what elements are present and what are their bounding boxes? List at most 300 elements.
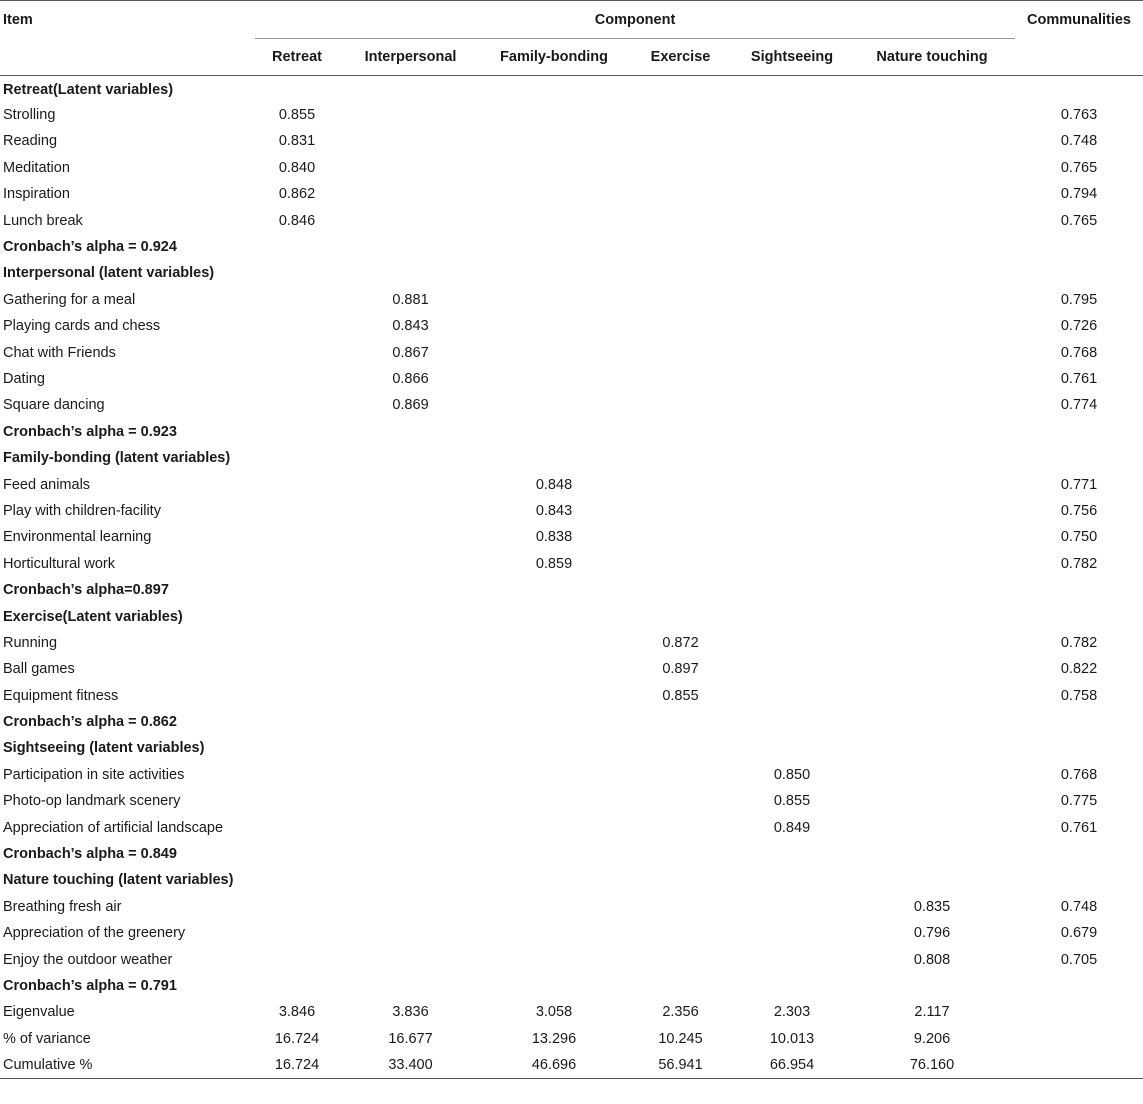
row-label: Appreciation of the greenery	[3, 925, 186, 942]
empty-cell	[255, 867, 339, 893]
empty-cell	[626, 260, 735, 286]
empty-cell	[255, 603, 339, 629]
empty-cell	[735, 445, 849, 471]
communality-cell: 0.822	[1060, 661, 1098, 678]
section-label: Exercise(Latent variables)	[3, 608, 183, 625]
empty-cell	[735, 471, 849, 497]
empty-cell	[849, 234, 1015, 260]
empty-cell	[482, 814, 626, 840]
empty-cell	[255, 234, 339, 260]
empty-cell	[339, 260, 482, 286]
empty-cell	[626, 128, 735, 154]
empty-cell	[735, 894, 849, 920]
empty-cell	[626, 339, 735, 365]
empty-cell	[849, 128, 1015, 154]
empty-cell	[849, 603, 1015, 629]
empty-cell	[1015, 445, 1143, 471]
alpha-row	[0, 419, 1143, 445]
empty-cell	[339, 867, 482, 893]
empty-cell	[626, 287, 735, 313]
communality-cell: 0.768	[1060, 766, 1098, 783]
empty-cell	[735, 155, 849, 181]
communality-cell: 0.765	[1060, 159, 1098, 176]
table-row	[0, 894, 1143, 920]
empty-cell	[626, 419, 735, 445]
empty-cell	[849, 867, 1015, 893]
empty-cell	[849, 656, 1015, 682]
empty-cell	[482, 339, 626, 365]
empty-cell	[735, 260, 849, 286]
section-row	[0, 445, 1143, 471]
empty-cell	[849, 551, 1015, 577]
empty-cell	[735, 577, 849, 603]
loading-cell: 0.848	[535, 476, 573, 493]
row-label: % of variance	[3, 1030, 91, 1047]
stats-row	[0, 1052, 1143, 1078]
empty-cell	[339, 498, 482, 524]
table-row	[0, 814, 1143, 840]
row-label: Ball games	[3, 661, 75, 678]
row-label: Square dancing	[3, 397, 105, 414]
empty-cell	[626, 551, 735, 577]
loading-cell: 0.843	[392, 318, 429, 335]
row-label: Dating	[3, 370, 45, 387]
empty-cell	[482, 894, 626, 920]
empty-cell	[849, 76, 1015, 102]
empty-cell	[255, 392, 339, 418]
empty-cell	[849, 207, 1015, 233]
empty-cell	[482, 102, 626, 128]
empty-cell	[339, 814, 482, 840]
loading-cell: 3.836	[392, 1004, 429, 1021]
alpha-row	[0, 973, 1143, 999]
table-body	[0, 76, 1143, 1079]
loading-cell: 0.850	[773, 766, 811, 783]
communality-cell: 0.758	[1060, 687, 1098, 704]
empty-cell	[339, 735, 482, 761]
empty-cell	[735, 181, 849, 207]
empty-cell	[735, 339, 849, 365]
loading-cell: 0.869	[392, 397, 429, 414]
alpha-label: Cronbach’s alpha = 0.862	[3, 714, 177, 731]
empty-cell	[626, 946, 735, 972]
empty-cell	[339, 682, 482, 708]
table-row	[0, 155, 1143, 181]
loading-cell: 16.724	[255, 1052, 339, 1078]
empty-cell	[339, 102, 482, 128]
empty-cell	[482, 287, 626, 313]
empty-cell	[339, 419, 482, 445]
loading-cell: 0.855	[278, 107, 316, 124]
loading-cell: 10.013	[769, 1030, 815, 1047]
table-row	[0, 471, 1143, 497]
communality-cell: 0.763	[1060, 107, 1098, 124]
row-label: Enjoy the outdoor weather	[3, 951, 173, 968]
empty-cell	[339, 788, 482, 814]
communality-cell: 0.782	[1060, 555, 1098, 572]
empty-cell	[339, 207, 482, 233]
empty-cell	[339, 524, 482, 550]
loading-cell: 0.862	[278, 186, 316, 203]
empty-cell	[626, 603, 735, 629]
loading-cell: 0.897	[662, 661, 699, 678]
empty-cell	[849, 841, 1015, 867]
empty-cell	[482, 946, 626, 972]
communality-cell: 0.750	[1060, 529, 1098, 546]
communality-cell: 0.705	[1060, 951, 1098, 968]
loading-cell: 2.117	[914, 1004, 950, 1021]
empty-cell	[735, 366, 849, 392]
empty-cell	[626, 445, 735, 471]
empty-cell	[255, 735, 339, 761]
component-interpersonal-header: Interpersonal	[339, 39, 482, 76]
table-row	[0, 128, 1143, 154]
empty-cell	[255, 498, 339, 524]
loading-cell: 2.356	[662, 1004, 699, 1021]
empty-cell	[849, 762, 1015, 788]
empty-cell	[482, 207, 626, 233]
table-row	[0, 551, 1143, 577]
empty-cell	[255, 973, 339, 999]
empty-cell	[849, 419, 1015, 445]
empty-cell	[626, 577, 735, 603]
empty-cell	[735, 392, 849, 418]
loading-cell: 0.855	[662, 687, 699, 704]
table-row	[0, 498, 1143, 524]
row-label: Inspiration	[3, 186, 70, 203]
loading-cell: 56.941	[626, 1052, 735, 1078]
table-row	[0, 946, 1143, 972]
communality-cell: 0.748	[1060, 898, 1098, 915]
empty-cell	[1015, 973, 1143, 999]
empty-cell	[1015, 260, 1143, 286]
empty-cell	[255, 814, 339, 840]
alpha-label: Cronbach’s alpha = 0.791	[3, 977, 177, 994]
empty-cell	[626, 234, 735, 260]
section-row	[0, 260, 1143, 286]
communality-cell: 0.765	[1060, 212, 1098, 229]
empty-cell	[339, 234, 482, 260]
empty-cell	[482, 603, 626, 629]
communality-cell: 0.726	[1060, 318, 1098, 335]
loading-cell: 76.160	[849, 1052, 1015, 1078]
communality-cell: 0.782	[1060, 634, 1098, 651]
table-row	[0, 656, 1143, 682]
loading-cell: 16.677	[388, 1030, 433, 1047]
alpha-row	[0, 709, 1143, 735]
empty-cell	[626, 788, 735, 814]
empty-cell	[255, 894, 339, 920]
empty-cell	[1015, 999, 1143, 1025]
table-row	[0, 524, 1143, 550]
loading-cell: 2.303	[773, 1004, 811, 1021]
empty-cell	[849, 709, 1015, 735]
empty-cell	[735, 867, 849, 893]
empty-cell	[482, 234, 626, 260]
empty-cell	[482, 867, 626, 893]
alpha-row	[0, 577, 1143, 603]
empty-cell	[735, 551, 849, 577]
empty-cell	[339, 471, 482, 497]
loading-cell: 9.206	[913, 1030, 951, 1047]
section-label: Nature touching (latent variables)	[3, 872, 234, 889]
empty-cell	[255, 366, 339, 392]
empty-cell	[339, 841, 482, 867]
empty-cell	[255, 551, 339, 577]
empty-cell	[482, 762, 626, 788]
empty-cell	[735, 735, 849, 761]
empty-cell	[735, 524, 849, 550]
empty-cell	[255, 709, 339, 735]
empty-cell	[849, 102, 1015, 128]
empty-cell	[626, 207, 735, 233]
empty-cell	[482, 260, 626, 286]
empty-cell	[735, 682, 849, 708]
row-label: Chat with Friends	[3, 344, 116, 361]
empty-cell	[849, 471, 1015, 497]
communality-cell: 0.768	[1060, 344, 1098, 361]
empty-cell	[482, 313, 626, 339]
alpha-label: Cronbach’s alpha = 0.923	[3, 423, 177, 440]
section-label: Family-bonding (latent variables)	[3, 450, 231, 467]
alpha-label: Cronbach’s alpha = 0.924	[3, 239, 177, 256]
empty-cell	[626, 102, 735, 128]
empty-cell	[255, 577, 339, 603]
empty-cell	[1015, 709, 1143, 735]
empty-cell	[1015, 419, 1143, 445]
loading-cell: 0.872	[662, 634, 699, 651]
communality-cell: 0.679	[1060, 925, 1098, 942]
section-row	[0, 867, 1143, 893]
loading-cell: 0.796	[913, 925, 951, 942]
empty-cell	[482, 392, 626, 418]
empty-cell	[849, 445, 1015, 471]
communality-cell: 0.771	[1060, 476, 1098, 493]
table-row	[0, 920, 1143, 946]
row-label: Horticultural work	[3, 555, 115, 572]
empty-cell	[255, 287, 339, 313]
empty-cell	[626, 867, 735, 893]
section-row	[0, 735, 1143, 761]
empty-cell	[849, 973, 1015, 999]
row-label: Reading	[3, 133, 58, 150]
empty-cell	[1015, 841, 1143, 867]
communality-cell: 0.774	[1060, 397, 1098, 414]
empty-cell	[626, 366, 735, 392]
empty-cell	[339, 551, 482, 577]
empty-cell	[735, 630, 849, 656]
empty-cell	[339, 445, 482, 471]
empty-cell	[255, 920, 339, 946]
empty-cell	[735, 973, 849, 999]
empty-cell	[849, 630, 1015, 656]
loading-cell: 0.867	[392, 344, 429, 361]
empty-cell	[849, 313, 1015, 339]
empty-cell	[735, 419, 849, 445]
loading-cell: 0.849	[773, 819, 811, 836]
empty-cell	[482, 682, 626, 708]
empty-cell	[482, 656, 626, 682]
empty-cell	[482, 419, 626, 445]
stats-row	[0, 1026, 1143, 1052]
table-row	[0, 287, 1143, 313]
section-row	[0, 76, 1143, 102]
row-label: Appreciation of artificial landscape	[3, 819, 224, 836]
empty-cell	[735, 920, 849, 946]
empty-cell	[626, 894, 735, 920]
empty-cell	[255, 419, 339, 445]
loading-cell: 10.245	[658, 1030, 703, 1047]
empty-cell	[482, 709, 626, 735]
empty-cell	[849, 181, 1015, 207]
empty-cell	[482, 630, 626, 656]
row-label: Participation in site activities	[3, 766, 185, 783]
row-label: Running	[3, 634, 58, 651]
communality-cell: 0.775	[1060, 793, 1098, 810]
empty-cell	[849, 788, 1015, 814]
empty-cell	[339, 946, 482, 972]
empty-cell	[1015, 735, 1143, 761]
empty-cell	[482, 366, 626, 392]
table-row	[0, 102, 1143, 128]
row-label: Eigenvalue	[3, 1004, 75, 1021]
communality-cell: 0.756	[1060, 502, 1098, 519]
empty-cell	[1015, 577, 1143, 603]
empty-cell	[626, 762, 735, 788]
row-label: Breathing fresh air	[3, 898, 122, 915]
communality-cell: 0.795	[1060, 291, 1098, 308]
section-label: Retreat(Latent variables)	[3, 82, 174, 99]
table-row	[0, 392, 1143, 418]
empty-cell	[626, 920, 735, 946]
table-row	[0, 207, 1143, 233]
empty-cell	[482, 841, 626, 867]
empty-cell	[849, 155, 1015, 181]
empty-cell	[849, 392, 1015, 418]
row-label: Playing cards and chess	[3, 318, 161, 335]
table-row	[0, 313, 1143, 339]
row-label: Strolling	[3, 107, 56, 124]
empty-cell	[1015, 234, 1143, 260]
empty-cell	[482, 788, 626, 814]
loading-cell: 16.724	[274, 1030, 320, 1047]
loading-cell: 46.696	[482, 1052, 626, 1078]
empty-cell	[849, 498, 1015, 524]
table-row	[0, 630, 1143, 656]
empty-cell	[339, 128, 482, 154]
loading-cell: 0.843	[535, 502, 573, 519]
component-header: Component	[255, 1, 1015, 39]
empty-cell	[626, 841, 735, 867]
empty-cell	[735, 656, 849, 682]
row-label: Feed animals	[3, 476, 91, 493]
empty-cell	[482, 76, 626, 102]
empty-cell	[626, 814, 735, 840]
empty-cell	[255, 76, 339, 102]
row-label: Play with children-facility	[3, 502, 161, 519]
empty-cell	[1015, 1052, 1143, 1078]
empty-cell	[626, 392, 735, 418]
empty-cell	[849, 287, 1015, 313]
loading-cell: 0.855	[773, 793, 811, 810]
loading-cell: 33.400	[339, 1052, 482, 1078]
loading-cell: 13.296	[531, 1030, 577, 1047]
alpha-row	[0, 234, 1143, 260]
loading-cell: 0.835	[913, 898, 951, 915]
empty-cell	[482, 128, 626, 154]
row-label: Cumulative %	[0, 1052, 255, 1078]
empty-cell	[339, 762, 482, 788]
communality-cell: 0.748	[1060, 133, 1098, 150]
empty-cell	[626, 709, 735, 735]
empty-cell	[482, 735, 626, 761]
component-sightseeing-header: Sightseeing	[735, 39, 849, 76]
empty-cell	[255, 445, 339, 471]
empty-cell	[255, 682, 339, 708]
empty-cell	[849, 260, 1015, 286]
table-row	[0, 762, 1143, 788]
empty-cell	[482, 920, 626, 946]
section-label: Interpersonal (latent variables)	[3, 265, 215, 282]
empty-cell	[482, 445, 626, 471]
empty-cell	[735, 128, 849, 154]
empty-cell	[339, 181, 482, 207]
loading-cell: 0.840	[278, 159, 316, 176]
empty-cell	[626, 181, 735, 207]
row-label: Lunch break	[3, 212, 83, 229]
section-row	[0, 603, 1143, 629]
empty-cell	[255, 339, 339, 365]
row-label: Equipment fitness	[3, 687, 119, 704]
row-label: Photo-op landmark scenery	[3, 793, 181, 810]
loading-cell: 3.846	[278, 1004, 316, 1021]
row-label: Environmental learning	[3, 529, 152, 546]
stats-row	[0, 999, 1143, 1025]
empty-cell	[735, 102, 849, 128]
loading-cell: 66.954	[735, 1052, 849, 1078]
empty-cell	[482, 973, 626, 999]
table-row	[0, 339, 1143, 365]
empty-cell	[255, 656, 339, 682]
empty-cell	[735, 313, 849, 339]
loading-cell: 0.808	[913, 951, 951, 968]
empty-cell	[626, 471, 735, 497]
empty-cell	[626, 524, 735, 550]
communalities-header: Communalities	[1015, 1, 1143, 39]
empty-cell	[339, 577, 482, 603]
alpha-row	[0, 841, 1143, 867]
empty-cell	[1015, 867, 1143, 893]
empty-cell	[735, 498, 849, 524]
table-row	[0, 181, 1143, 207]
item-header: Item	[0, 1, 255, 39]
component-exercise-header: Exercise	[626, 39, 735, 76]
empty-cell	[255, 524, 339, 550]
empty-cell	[735, 234, 849, 260]
empty-cell	[626, 76, 735, 102]
component-nature-touching-header: Nature touching	[849, 39, 1015, 76]
empty-cell	[626, 313, 735, 339]
empty-cell	[849, 682, 1015, 708]
loading-cell: 0.881	[392, 291, 429, 308]
row-label: Meditation	[3, 159, 70, 176]
empty-cell	[1015, 1026, 1143, 1052]
empty-cell	[255, 313, 339, 339]
communality-cell: 0.761	[1060, 819, 1098, 836]
empty-cell	[626, 735, 735, 761]
table-row	[0, 788, 1143, 814]
component-family-bonding-header: Family-bonding	[482, 39, 626, 76]
